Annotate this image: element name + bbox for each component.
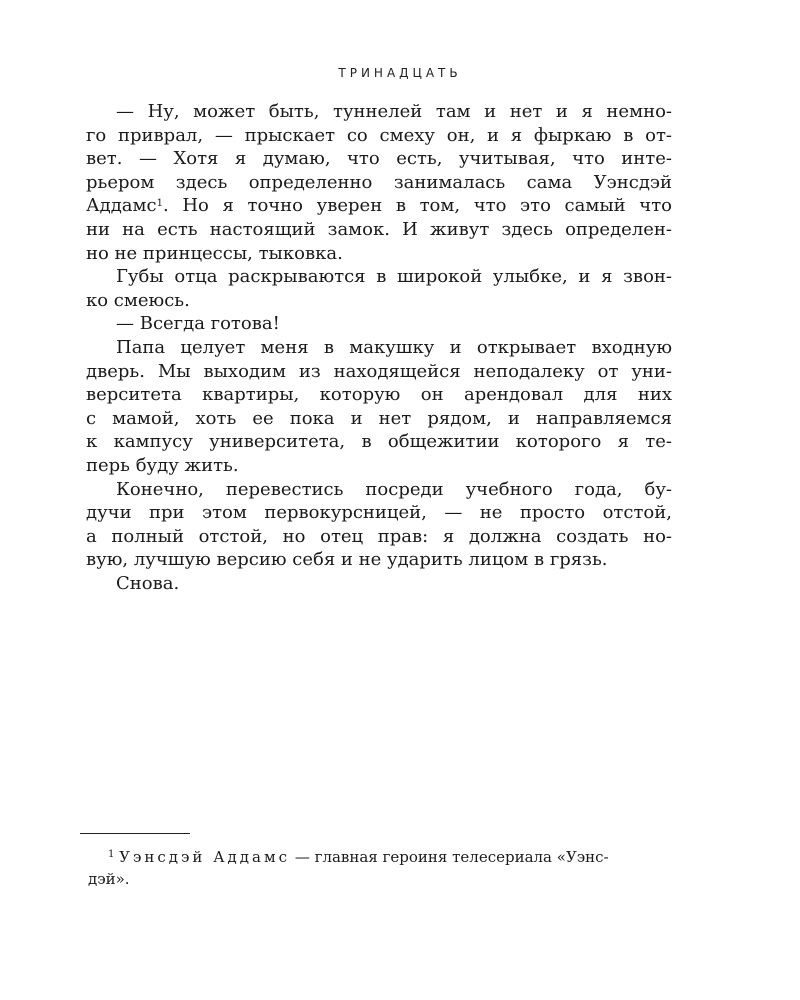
footnote-marker: 1 — [108, 849, 115, 860]
running-head: ТРИНАДЦАТЬ — [338, 66, 462, 80]
paragraph — [86, 312, 672, 336]
footnote-line — [108, 846, 672, 868]
text-line: перь буду жить. — [86, 454, 239, 476]
text-fragment: Аддамс — [86, 195, 157, 217]
text-line: Папа целует меня в макушку и открывает входную — [116, 336, 672, 358]
footnote-term: Уэнсдэй Аддамс — [119, 848, 291, 866]
text-line: вую, лучшую версию себя и не ударить лицом в грязь. — [86, 549, 608, 571]
text-line: ни на есть настоящий замок. И живут здесь определен- — [86, 218, 672, 240]
text-line: с мамой, хоть ее пока и нет рядом, и направляемся — [86, 407, 672, 429]
text-line: Конечно, перевестись посреди учебного года, бу- — [116, 478, 672, 500]
text-line: го приврал, — прыскает со смеху он, и я фыркаю в от- — [86, 124, 672, 146]
text-line: ко смеюсь. — [86, 289, 190, 311]
paragraph — [86, 100, 672, 265]
footnote-reference[interactable]: 1 — [156, 198, 163, 210]
text-line: Губы отца раскрываются в широкой улыбке, и я звон- — [116, 266, 672, 288]
text-line — [86, 194, 672, 218]
text-line: рьером здесь определенно занималась сама Уэнсдэй — [86, 171, 672, 193]
text-line: а полный отстой, но отец прав: я должна создать но- — [86, 525, 672, 547]
text-line: но не принцессы, тыковка. — [86, 242, 343, 264]
text-fragment: . Но я точно уверен в том, что это самый что — [163, 195, 672, 217]
footnote-text: — главная героиня телесериала «Уэнс- — [290, 848, 609, 866]
paragraph — [86, 572, 672, 596]
body-text — [86, 100, 672, 595]
text-line: — Всегда готова! — [116, 313, 280, 335]
paragraph — [86, 265, 672, 312]
paragraph — [86, 336, 672, 478]
text-line: дучи при этом первокурсницей, — не просто отстой, — [86, 502, 672, 524]
text-line: верситета квартиры, которую он арендовал для них — [86, 384, 672, 406]
footnote-line: дэй». — [88, 870, 130, 888]
paragraph — [86, 478, 672, 572]
text-line: дверь. Мы выходим из находящейся неподалеку от уни- — [86, 360, 672, 382]
text-line: Снова. — [116, 572, 180, 594]
text-line: вет. — Хотя я думаю, что есть, учитывая, что инте- — [86, 148, 672, 170]
footnote — [88, 846, 672, 890]
text-line: к кампусу университета, в общежитии которого я те- — [86, 431, 672, 453]
footnote-divider — [80, 833, 190, 834]
text-line: — Ну, может быть, туннелей там и нет и я немно- — [116, 101, 672, 122]
